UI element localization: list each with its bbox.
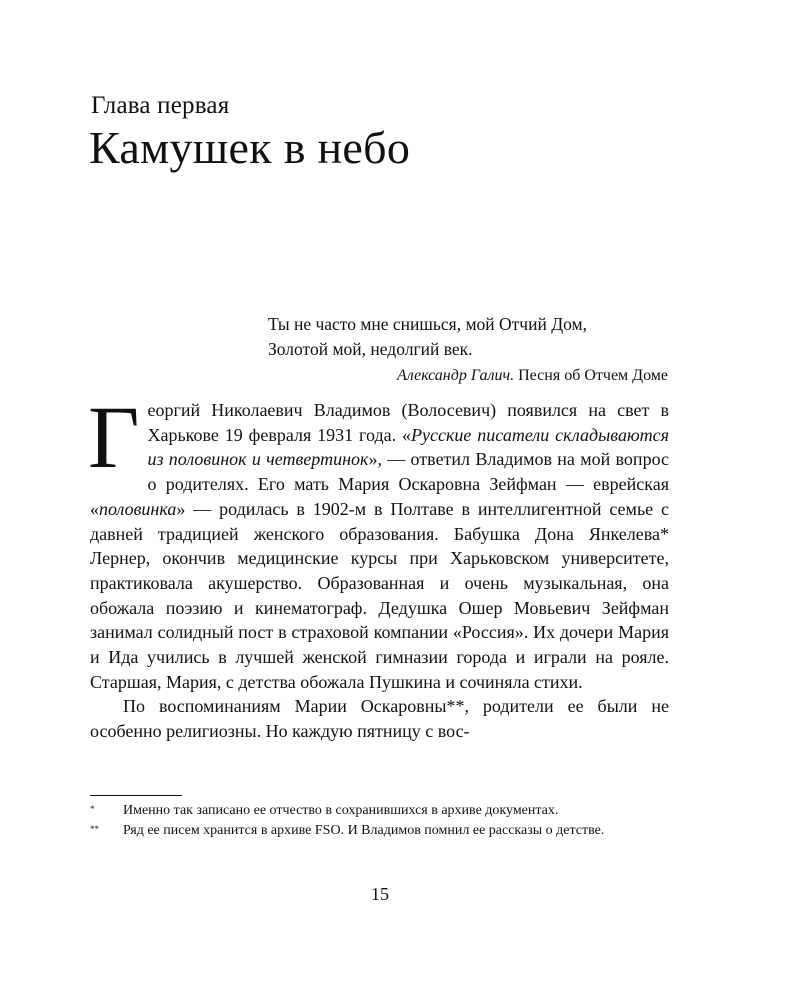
paragraph-2: По воспоминаниям Марии Оскаровны**, родители ее были не особенно религиозны. Но каждую пятницу с вос- (90, 696, 669, 742)
epigraph-line-1: Ты не часто мне снишься, мой Отчий Дом, (268, 314, 587, 334)
footnote-1-text: Именно так записано ее отчество в сохранившихся в архиве документах. (123, 803, 559, 818)
epigraph (268, 312, 668, 388)
body-text (88, 389, 670, 744)
epigraph-work: Песня об Отчем Доме (518, 367, 668, 384)
footnote-divider (90, 795, 182, 796)
paragraph-1-half: половинка (99, 498, 177, 519)
paragraph-1-quote: Русские писатели складываются из половинок и четвертинок (147, 424, 669, 470)
chapter-title: Камушек в небо (89, 122, 411, 173)
epigraph-author: Александр Галич. (396, 367, 515, 384)
footnote-1-mark: * (90, 804, 95, 814)
footnote-2 (90, 821, 669, 841)
paragraph-1 (88, 389, 670, 694)
drop-cap: Г (88, 389, 140, 487)
paragraph-1-part-c: » — родилась в 1902-м в Полтаве в интеллигентной семье с давней традицией женского образования. Бабушка Дона Янкелева* Лернер, окончив медицинские курсы при Харьковском университете, практиковала акушерство. Образованная и очень музыкальная, она обожала поэзию и кинематограф. Дедушка Ошер Мовьевич Зейфман занимал солидный пост в страховой компании «Россия». Их дочери Мария и Ида учились в лучшей женской гимназии города и играли на рояле. Старшая, Мария, с детства обожала Пушкина и сочиняла стихи. (90, 498, 669, 692)
paragraph-1-part-b: », — ответил Владимов на мой вопрос о родителях. Его мать Мария Оскаровна Зейфман — еврейская « (90, 449, 670, 519)
chapter-label: Глава первая (91, 92, 230, 119)
footnote-2-mark: ** (90, 824, 99, 834)
epigraph-line-2: Золотой мой, недолгий век. (268, 339, 473, 359)
page-number: 15 (371, 884, 389, 904)
footnote-2-text: Ряд ее писем хранится в архиве FSO. И Владимов помнил ее рассказы о детстве. (123, 823, 605, 838)
footnote-1 (90, 801, 669, 821)
epigraph-source (268, 363, 668, 388)
paragraph-1-part-a: еоргий Николаевич Владимов (Волосевич) появился на свет в Харькове 19 февраля 1931 года. « (147, 400, 669, 445)
footnotes (90, 801, 669, 841)
